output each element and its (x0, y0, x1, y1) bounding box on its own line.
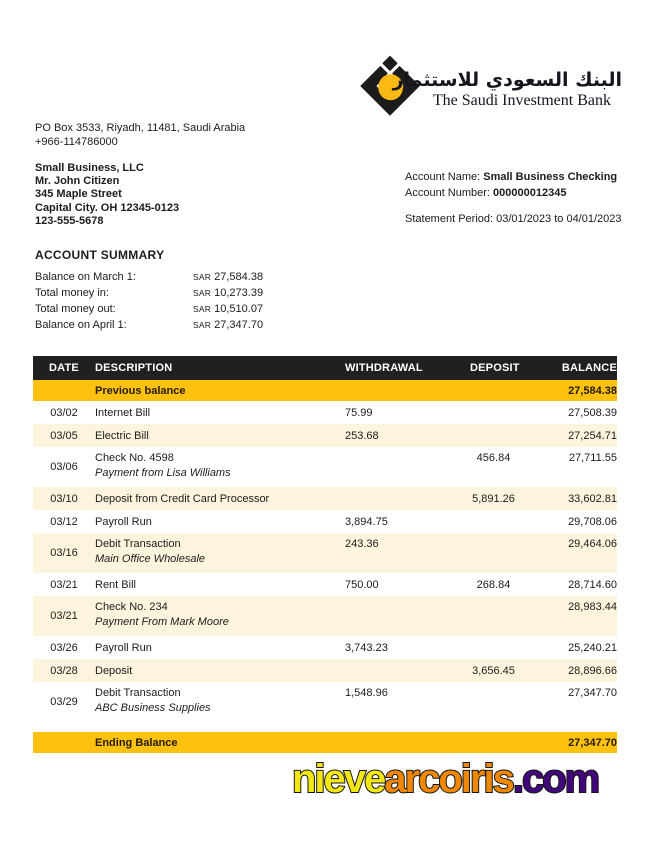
transaction-description: Check No. 234 (95, 601, 168, 613)
bank-phone: +966-114786000 (35, 135, 118, 148)
withdrawal-amount (345, 659, 470, 682)
transaction-note: ABC Business Supplies (95, 702, 211, 714)
header-balance: BALANCE (561, 362, 617, 374)
transaction-description: Internet Bill (95, 406, 151, 419)
header-date: DATE (49, 362, 79, 374)
summary-label: Total money in: (35, 287, 109, 299)
transaction-description: Payroll Run (95, 641, 152, 654)
account-number-value: 000000012345 (493, 186, 567, 199)
recipient-street: 345 Maple Street (35, 188, 122, 201)
table-spacer-row (33, 722, 617, 732)
balance-amount: 27,711.55 (568, 452, 617, 464)
withdrawal-amount: 243.36 (345, 538, 379, 550)
transaction-date: 03/10 (50, 492, 78, 505)
statement-period-row (405, 212, 622, 228)
transactions-table (33, 356, 617, 753)
transaction-date: 03/21 (50, 610, 78, 622)
balance-amount: 28,896.66 (568, 664, 617, 677)
transaction-date: 03/26 (50, 641, 78, 654)
transaction-description: Deposit (95, 664, 133, 677)
summary-value: 27,584.38 (214, 271, 264, 283)
summary-label: Balance on March 1: (35, 271, 136, 283)
deposit-amount (470, 682, 517, 722)
recipient-company: Small Business, LLC (35, 162, 144, 174)
balance-amount: 28,983.44 (568, 601, 617, 613)
statement-period-value: 03/01/2023 to 04/01/2023 (496, 213, 622, 225)
withdrawal-amount: 3,894.75 (345, 515, 388, 528)
balance-amount: 28,714.60 (568, 578, 617, 591)
transaction-date: 03/29 (50, 696, 78, 708)
recipient-city: Capital City. OH 12345-0123 (35, 201, 180, 214)
recipient-phone: 123-555-5678 (35, 214, 104, 227)
transaction-description: Rent Bill (95, 578, 136, 591)
table-row (33, 659, 617, 682)
withdrawal-amount: 3,743.23 (345, 641, 388, 654)
summary-row (35, 303, 335, 319)
table-row (33, 573, 617, 596)
watermark (292, 757, 598, 802)
withdrawal-amount: 75.99 (345, 406, 373, 419)
header-deposit: DEPOSIT (470, 362, 520, 374)
currency-code: SAR (193, 272, 212, 282)
bank-name-english: The Saudi Investment Bank (432, 92, 611, 109)
withdrawal-amount (345, 596, 470, 636)
table-row (33, 682, 617, 722)
summary-value: 27,347.70 (214, 319, 264, 331)
transaction-description: Debit Transaction (95, 538, 181, 550)
deposit-amount: 5,891.26 (472, 492, 515, 505)
summary-row (35, 287, 335, 303)
bank-address: PO Box 3533, Riyadh, 11481, Saudi Arabia (35, 122, 246, 134)
summary-label: Balance on April 1: (35, 319, 127, 331)
previous-balance-amount: 27,584.38 (568, 384, 617, 397)
table-row (33, 487, 617, 510)
transaction-description: Payroll Run (95, 515, 152, 528)
withdrawal-amount (345, 447, 470, 487)
account-name-row (405, 170, 622, 186)
transaction-date: 03/06 (50, 461, 78, 473)
summary-row (35, 271, 335, 287)
balance-amount: 27,254.71 (568, 429, 617, 442)
table-row (33, 533, 617, 573)
account-name-value: Small Business Checking (483, 171, 618, 183)
deposit-amount (470, 510, 517, 533)
account-summary-title: ACCOUNT SUMMARY (35, 248, 165, 262)
balance-amount: 29,708.06 (568, 515, 617, 528)
deposit-amount (470, 401, 517, 424)
summary-row (35, 319, 335, 335)
transaction-description: Debit Transaction (95, 687, 181, 699)
withdrawal-amount: 750.00 (345, 578, 379, 591)
previous-balance-label: Previous balance (95, 384, 186, 397)
watermark-part-2: arcoiris (384, 757, 513, 801)
deposit-amount (470, 636, 517, 659)
statement-period-label: Statement Period: (405, 213, 497, 225)
header-description: DESCRIPTION (95, 362, 173, 374)
balance-amount: 29,464.06 (568, 538, 617, 550)
currency-code: SAR (193, 304, 212, 314)
withdrawal-amount: 253.68 (345, 429, 379, 442)
balance-amount: 27,347.70 (568, 687, 617, 699)
summary-label: Total money out: (35, 303, 116, 315)
currency-code: SAR (193, 288, 212, 298)
watermark-part-3: .com (512, 757, 599, 801)
withdrawal-amount: 1,548.96 (345, 687, 388, 699)
withdrawal-amount (345, 487, 470, 510)
transaction-description: Deposit from Credit Card Processor (95, 492, 270, 505)
transaction-date: 03/21 (50, 578, 78, 591)
balance-amount: 27,508.39 (568, 406, 617, 419)
deposit-amount: 456.84 (476, 452, 511, 464)
deposit-amount (470, 596, 517, 636)
balance-amount: 25,240.21 (568, 641, 617, 654)
bank-name-arabic: البنك السعودي للاستثمار (392, 69, 622, 91)
account-number-row (405, 186, 622, 202)
transaction-note: Payment From Mark Moore (95, 616, 229, 628)
transaction-date: 03/02 (50, 406, 78, 419)
table-row (33, 596, 617, 636)
summary-value: 10,510.07 (214, 303, 264, 315)
transaction-date: 03/28 (50, 664, 78, 677)
transaction-date: 03/12 (50, 515, 78, 528)
transaction-description: Check No. 4598 (95, 452, 174, 464)
transaction-description: Electric Bill (95, 429, 149, 442)
watermark-part-1: nieve (292, 757, 385, 801)
deposit-amount: 3,656.45 (472, 664, 515, 677)
transaction-date: 03/05 (50, 429, 78, 442)
recipient-block (35, 162, 179, 228)
transaction-note: Payment from Lisa Williams (95, 467, 231, 479)
summary-value: 10,273.39 (214, 287, 264, 299)
table-row (33, 510, 617, 533)
currency-code: SAR (193, 320, 212, 330)
account-name-label: Account Name: (405, 171, 484, 183)
transaction-note: Main Office Wholesale (95, 553, 206, 565)
table-row (33, 447, 617, 487)
table-row (33, 401, 617, 424)
table-row (33, 636, 617, 659)
account-info-block (405, 170, 622, 228)
deposit-amount (470, 424, 517, 447)
account-summary (35, 271, 335, 335)
deposit-amount (470, 533, 517, 573)
ending-balance-label: Ending Balance (95, 736, 178, 749)
recipient-name: Mr. John Citizen (35, 175, 120, 188)
ending-balance-amount: 27,347.70 (568, 736, 617, 749)
balance-amount: 33,602.81 (568, 492, 617, 505)
ending-balance-row (33, 732, 617, 753)
table-row (33, 424, 617, 447)
deposit-amount: 268.84 (476, 578, 511, 591)
transaction-date: 03/16 (50, 547, 78, 559)
table-header-row (33, 356, 617, 380)
previous-balance-row (33, 380, 617, 401)
account-number-label: Account Number: (405, 186, 494, 199)
bank-address-block (35, 122, 245, 149)
header-withdrawal: WITHDRAWAL (345, 362, 423, 374)
